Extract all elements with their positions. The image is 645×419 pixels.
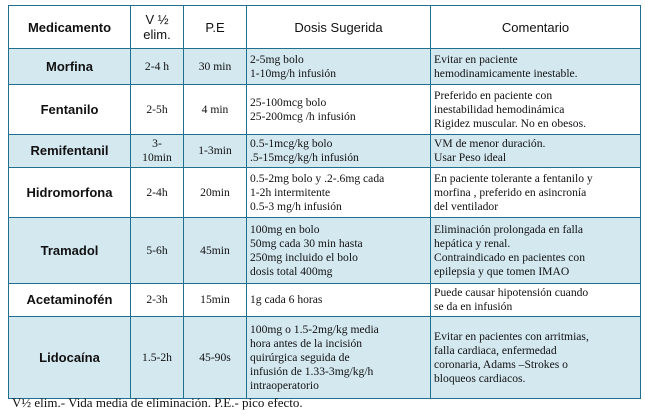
half-life-cell: 5-6h: [131, 218, 184, 284]
drug-name: Morfina: [9, 49, 131, 85]
table-row: [9, 135, 641, 168]
drug-name: Lidocaína: [9, 317, 131, 399]
header-drug: Medicamento: [9, 6, 131, 49]
comment-cell: VM de menor duración. Usar Peso ideal: [431, 135, 641, 168]
drug-name: Remifentanil: [9, 135, 131, 168]
dose-cell: 0.5-1mcg/kg bolo .5-15mcg/kg/h infusión: [247, 135, 431, 168]
footnote: V½ elim.- Vida media de eliminación. P.E.- pico efecto.: [12, 395, 303, 410]
peak-effect-cell: 45-90s: [184, 317, 247, 399]
header-row: [9, 6, 641, 49]
half-life-cell: 1.5-2h: [131, 317, 184, 399]
comment-cell: Evitar en paciente hemodinamicamente inestable.: [431, 49, 641, 85]
comment-cell: Eliminación prolongada en falla hepática y renal. Contraindicado en pacientes con epilepsia y que tomen IMAO: [431, 218, 641, 284]
peak-effect-cell: 45min: [184, 218, 247, 284]
drug-name: Tramadol: [9, 218, 131, 284]
comment-cell: En paciente tolerante a fentanilo y morfina , preferido en asincronía del ventilador: [431, 168, 641, 218]
header-half-life: V ½ elim.: [131, 6, 184, 49]
drug-name: Fentanilo: [9, 85, 131, 135]
peak-effect-cell: 30 min: [184, 49, 247, 85]
table-row: [9, 168, 641, 218]
table-row: [9, 49, 641, 85]
peak-effect-cell: 4 min: [184, 85, 247, 135]
dose-cell: 100mg o 1.5-2mg/kg media hora antes de la incisión quirúrgica seguida de infusión de 1.33-3mg/kg/h intraoperatorio: [247, 317, 431, 399]
half-life-cell: 2-5h: [131, 85, 184, 135]
comment-cell: Puede causar hipotensión cuando se da en infusión: [431, 284, 641, 317]
peak-effect-cell: 15min: [184, 284, 247, 317]
comment-cell: Evitar en pacientes con arritmias, falla cardiaca, enfermedad coronaria, Adams –Strokes o bloqueos cardiacos.: [431, 317, 641, 399]
table-row: [9, 85, 641, 135]
peak-effect-cell: 1-3min: [184, 135, 247, 168]
header-peak-effect: P.E: [184, 6, 247, 49]
dose-cell: 25-100mcg bolo 25-200mcg /h infusión: [247, 85, 431, 135]
dose-cell: 2-5mg bolo 1-10mg/h infusión: [247, 49, 431, 85]
header-suggested-dose: Dosis Sugerida: [247, 6, 431, 49]
dose-cell: 100mg en bolo 50mg cada 30 min hasta 250mg incluido el bolo dosis total 400mg: [247, 218, 431, 284]
comment-cell: Preferido en paciente con inestabilidad hemodinámica Rigidez muscular. No en obesos.: [431, 85, 641, 135]
drug-name: Acetaminofén: [9, 284, 131, 317]
half-life-cell: 2-4h: [131, 168, 184, 218]
header-comment: Comentario: [431, 6, 641, 49]
table-row: [9, 218, 641, 284]
peak-effect-cell: 20min: [184, 168, 247, 218]
drug-name: Hidromorfona: [9, 168, 131, 218]
dose-cell: 1g cada 6 horas: [247, 284, 431, 317]
dose-cell: 0.5-2mg bolo y .2-.6mg cada 1-2h intermitente 0.5-3 mg/h infusión: [247, 168, 431, 218]
half-life-cell: 3- 10min: [131, 135, 184, 168]
half-life-cell: 2-4 h: [131, 49, 184, 85]
drug-table: [8, 5, 641, 399]
table-row: [9, 317, 641, 399]
half-life-cell: 2-3h: [131, 284, 184, 317]
table-row: [9, 284, 641, 317]
